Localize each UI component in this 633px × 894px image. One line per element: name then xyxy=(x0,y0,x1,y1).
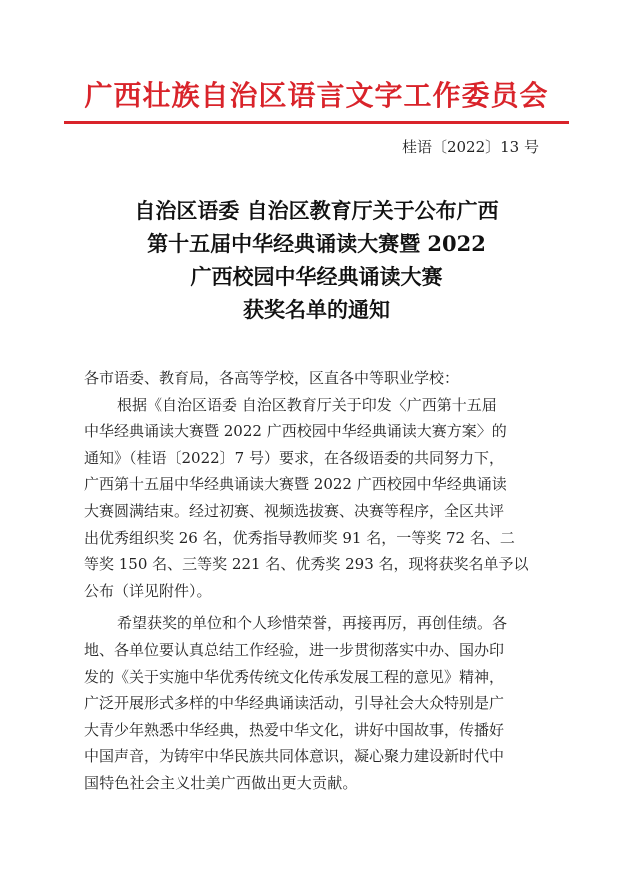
paragraph-1 xyxy=(84,392,554,605)
body-line: 广泛开展形式多样的中华经典诵读活动，引导社会大众特别是广 xyxy=(84,694,505,713)
document-number: 桂语〔2022〕13 号 xyxy=(401,138,539,156)
body-line: 国特色社会主义壮美广西做出更大贡献。 xyxy=(84,773,358,792)
paragraph-2 xyxy=(84,610,554,796)
body-line: 根据《自治区语委 自治区教育厅关于印发〈广西第十五届 xyxy=(117,395,497,414)
body-line: 地、各单位要认真总结工作经验，进一步贯彻落实中办、国办印 xyxy=(84,640,505,659)
body-line: 希望获奖的单位和个人珍惜荣誉，再接再厉，再创佳绩。各 xyxy=(117,614,508,633)
body-line: 广西第十五届中华经典诵读大赛暨 2022 广西校园中华经典诵读 xyxy=(84,475,507,494)
body-line: 公布（详见附件）。 xyxy=(84,581,212,600)
title-line: 第十五届中华经典诵读大赛暨 2022 xyxy=(147,231,486,256)
salutation: 各市语委、教育局，各高等学校，区直各中等职业学校： xyxy=(84,369,460,387)
title-line: 获奖名单的通知 xyxy=(243,297,390,322)
title-line: 广西校园中华经典诵读大赛 xyxy=(190,264,443,289)
document-title xyxy=(0,194,633,326)
body-line: 通知》（桂语〔2022〕7 号）要求，在各级语委的共同努力下， xyxy=(84,448,504,467)
body-line: 大青少年熟悉中华经典，热爱中华文化，讲好中国故事，传播好 xyxy=(84,720,505,739)
document-body xyxy=(84,365,554,797)
red-header-rule xyxy=(64,121,569,124)
body-line: 出优秀组织奖 26 名，优秀指导教师奖 91 名，一等奖 72 名、二 xyxy=(84,528,515,547)
body-line: 等奖 150 名、三等奖 221 名、优秀奖 293 名，现将获奖名单予以 xyxy=(84,555,529,574)
body-line: 中华经典诵读大赛暨 2022 广西校园中华经典诵读大赛方案〉的 xyxy=(84,422,507,441)
issuing-organization-title: 广西壮族自治区语言文字工作委员会 xyxy=(84,79,549,112)
body-line: 发的《关于实施中华优秀传统文化传承发展工程的意见》精神， xyxy=(84,667,505,686)
body-line: 大赛圆满结束。经过初赛、视频选拔赛、决赛等程序，全区共评 xyxy=(84,501,505,520)
title-line: 自治区语委 自治区教育厅关于公布广西 xyxy=(134,198,499,223)
body-line: 中国声音，为铸牢中华民族共同体意识，凝心聚力建设新时代中 xyxy=(84,747,505,766)
